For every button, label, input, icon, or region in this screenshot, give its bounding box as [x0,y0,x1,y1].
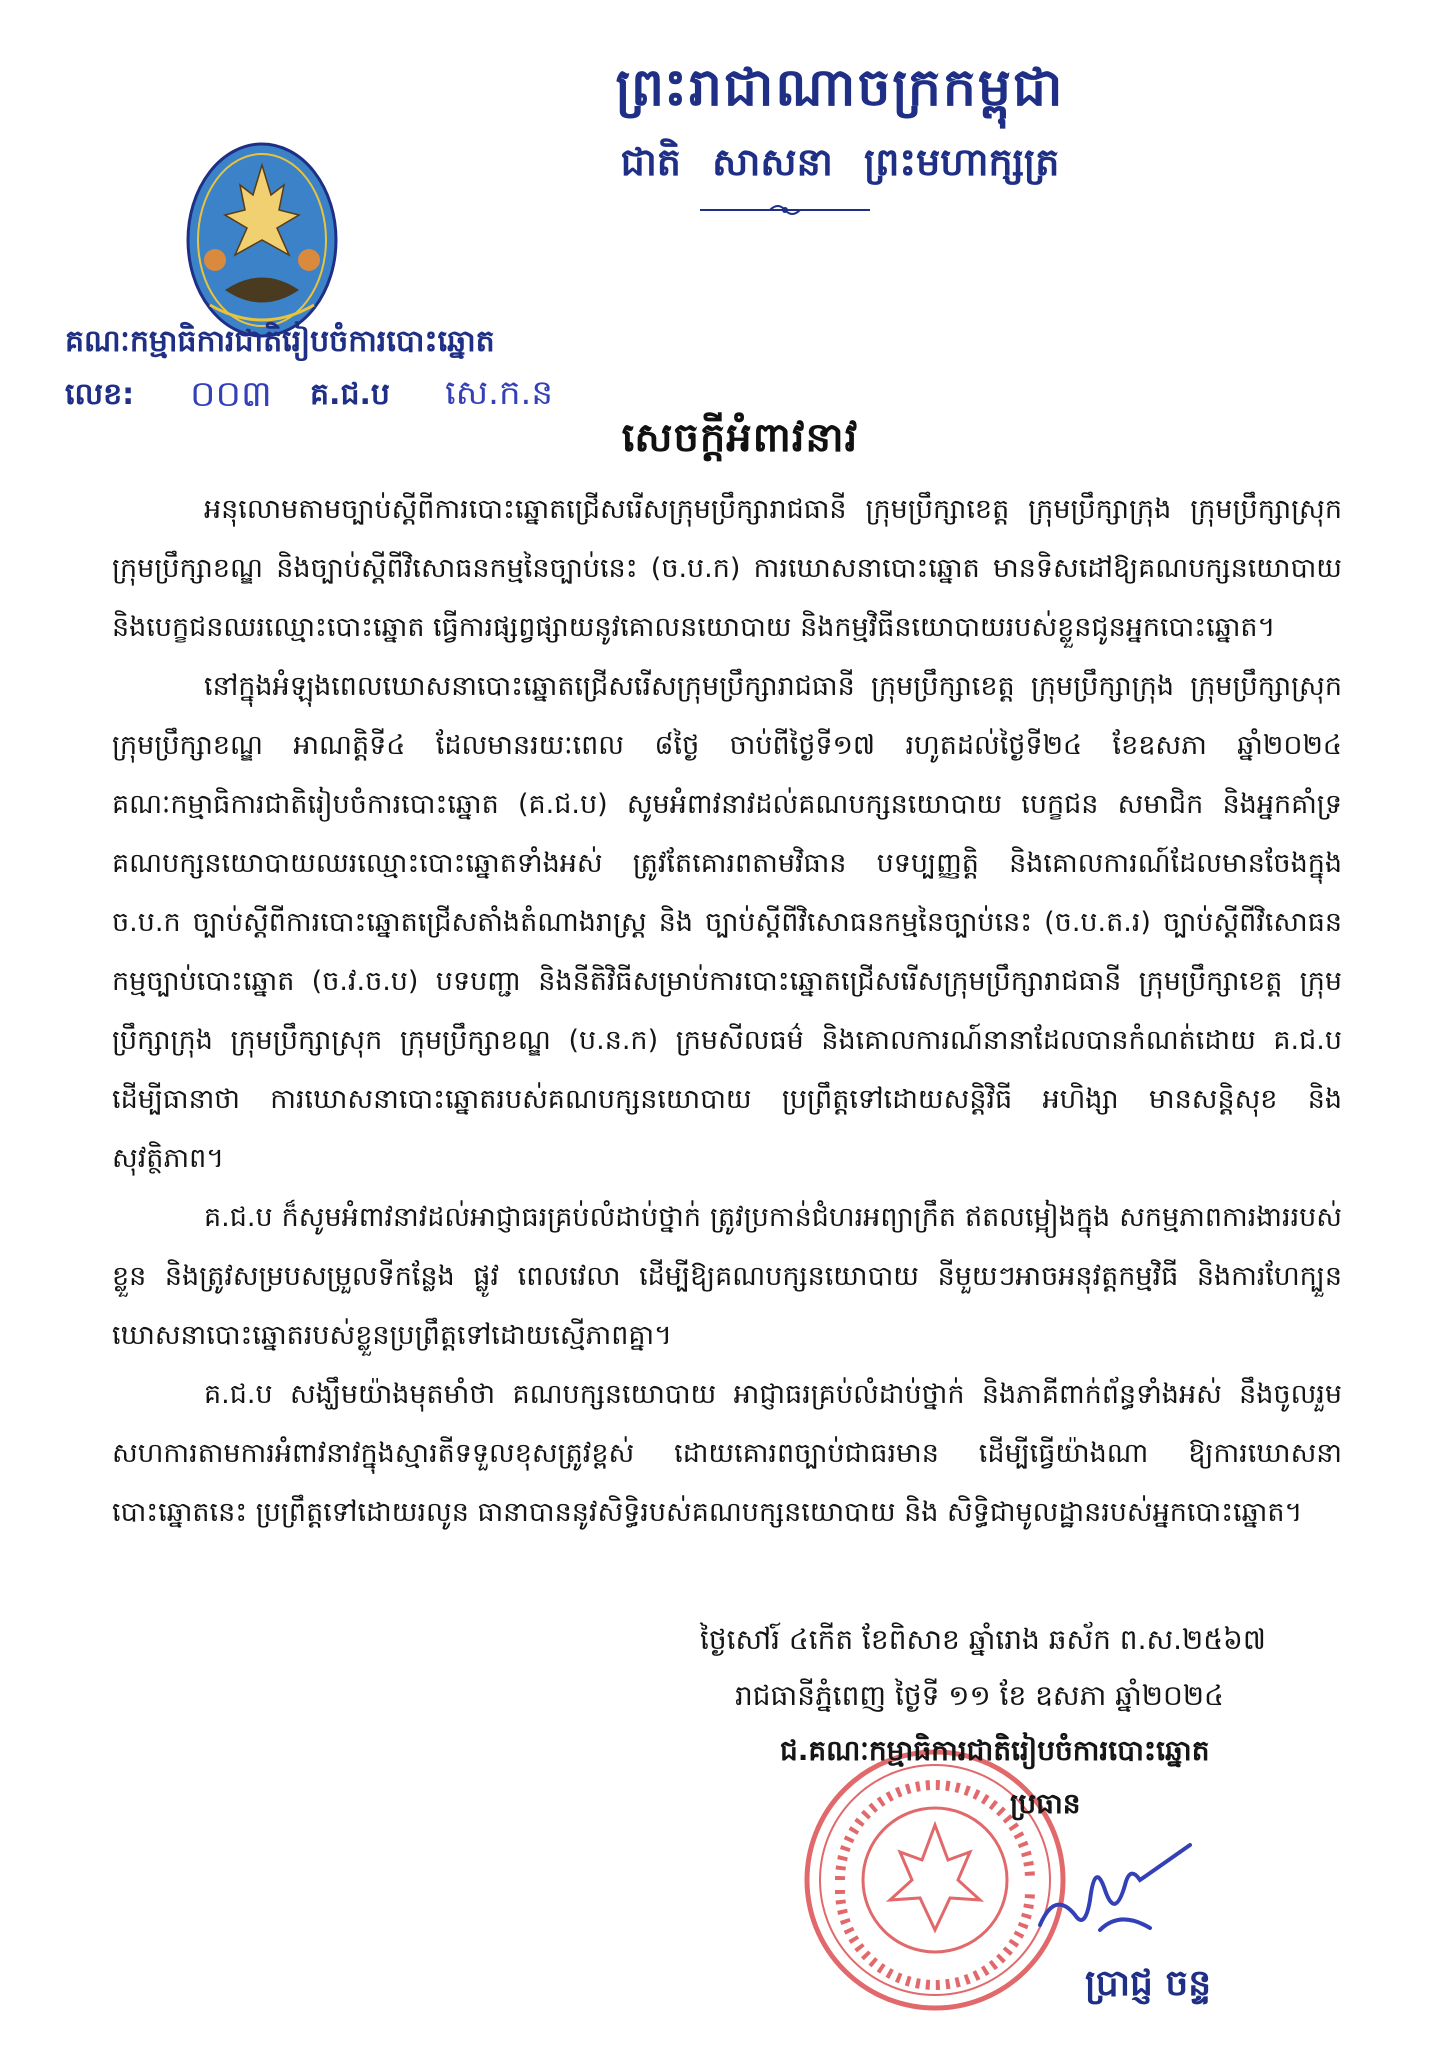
signatory-organization: ជ.គណៈកម្មាធិការជាតិរៀបចំការបោះឆ្នោត [780,1734,1210,1767]
ornament-divider [700,200,870,220]
handwritten-signature [1030,1830,1210,1950]
kingdom-title: ព្រះរាជាណាចក្រកម្ពុជា [615,57,1065,118]
reference-code: គ.ជ.ប [310,377,390,412]
paragraph: គ.ជ.ប សង្ឃឹមយ៉ាងមុតមាំថា គណបក្សនយោបាយ អាជ្ញាធរគ្រប់លំដាប់ថ្នាក់ និងភាគីពាក់ព័ន្ធទាំងអស់ នឹងចូលរួមសហការតាមការអំពាវនាវក្នុងស្មារតីទទួលខុសត្រូវខ្ពស់ ដោយគោរពច្បាប់ជាធរមាន ដើម្បីធ្វើយ៉ាងណា ឱ្យការឃោសនាបោះឆ្នោតនេះ ប្រព្រឹត្តទៅដោយរលូន ធានាបាននូវសិទ្ធិរបស់គណបក្សនយោបាយ និង សិទ្ធិជាមូលដ្ឋានរបស់អ្នកបោះឆ្នោត។ [112,1379,1342,1528]
national-motto: ជាតិ សាសនា ព្រះមហាក្សត្រ [620,139,1060,184]
paragraph: គ.ជ.ប ក៏សូមអំពាវនាវដល់អាជ្ញាធរគ្រប់លំដាប់ថ្នាក់ ត្រូវប្រកាន់ជំហរអព្យាក្រឹត ឥតលម្អៀងក្នុង សកម្មភាពការងាររបស់ខ្លួន និងត្រូវសម្របសម្រួលទីកន្លែង ផ្លូវ ពេលវេលា ដើម្បីឱ្យគណបក្សនយោបាយ នីមួយៗអាចអនុវត្តកម្មវិធី និងការហែក្បួនឃោសនាបោះឆ្នោតរបស់ខ្លួនប្រព្រឹត្តទៅដោយស្មើភាពគ្នា។ [112,1202,1342,1351]
solar-date: រាជធានីភ្នំពេញ ថ្ងៃទី ១១ ខែ ឧសភា ឆ្នាំ២០២៤ [735,1679,1224,1712]
reference-label: លេខ: [65,377,135,412]
signatory-name: ប្រាជ្ញ ចន្ទ [1085,1963,1212,2004]
paragraph: នៅក្នុងអំឡុងពេលឃោសនាបោះឆ្នោតជ្រើសរើសក្រុមប្រឹក្សារាជធានី ក្រុមប្រឹក្សាខេត្ត ក្រុមប្រឹក្សាក្រុង ក្រុមប្រឹក្សាស្រុក ក្រុមប្រឹក្សាខណ្ឌ អាណត្តិទី៤ ដែលមានរយៈពេល ៨ថ្ងៃ ចាប់ពីថ្ងៃទី១៧ រហូតដល់ថ្ងៃទី២៤ ខែឧសភា ឆ្នាំ២០២៤ គណៈកម្មាធិការជាតិរៀបចំការបោះឆ្នោត (គ.ជ.ប) សូមអំពាវនាវដល់គណបក្សនយោបាយ បេក្ខជន សមាជិក និងអ្នកគាំទ្រគណបក្សនយោបាយឈរឈ្មោះបោះឆ្នោតទាំងអស់ ត្រូវតែគោរពតាមវិធាន បទប្បញ្ញត្តិ និងគោលការណ៍ដែលមានចែងក្នុង ច.ប.ក ច្បាប់ស្តីពីការបោះឆ្នោតជ្រើសតាំងតំណាងរាស្ត្រ និង ច្បាប់ស្តីពីវិសោធនកម្មនៃច្បាប់នេះ (ច.ប.ត.រ) ច្បាប់ស្តីពីវិសោធនកម្មច្បាប់បោះឆ្នោត (ច.វ.ច.ប) បទបញ្ជា និងនីតិវិធីសម្រាប់ការបោះឆ្នោតជ្រើសរើសក្រុមប្រឹក្សារាជធានី ក្រុមប្រឹក្សាខេត្ត ក្រុមប្រឹក្សាក្រុង ក្រុមប្រឹក្សាស្រុក ក្រុមប្រឹក្សាខណ្ឌ (ប.ន.ក) ក្រមសីលធម៌ និងគោលការណ៍នានាដែលបានកំណត់ដោយ គ.ជ.ប ដើម្បីធានាថា ការឃោសនាបោះឆ្នោតរបស់គណបក្សនយោបាយ ប្រព្រឹត្តទៅដោយសន្តិវិធី អហិង្សា មានសន្តិសុខ និង សុវត្ថិភាព។ [112,671,1342,1174]
paragraph: អនុលោមតាមច្បាប់ស្តីពីការបោះឆ្នោតជ្រើសរើសក្រុមប្រឹក្សារាជធានី ក្រុមប្រឹក្សាខេត្ត ក្រុមប្រឹក្សាក្រុង ក្រុមប្រឹក្សាស្រុក ក្រុមប្រឹក្សាខណ្ឌ និងច្បាប់ស្តីពីវិសោធនកម្មនៃច្បាប់នេះ (ច.ប.ក) ការឃោសនាបោះឆ្នោត មានទិសដៅឱ្យគណបក្សនយោបាយ និងបេក្ខជនឈរឈ្មោះបោះឆ្នោត ធ្វើការផ្សព្វផ្សាយនូវគោលនយោបាយ និងកម្មវិធីនយោបាយរបស់ខ្លួនជូនអ្នកបោះឆ្នោត។ [112,494,1342,643]
issuing-committee: គណៈកម្មាធិការជាតិរៀបចំការបោះឆ្នោត [65,324,495,359]
election-committee-emblem [185,140,340,340]
reference-number: ០០៣ [190,374,272,415]
signatory-role: ប្រធាន [1010,1787,1081,1820]
document-title: សេចក្តីអំពាវនាវ [621,415,859,461]
document-body [112,480,1342,1542]
lunar-date: ថ្ងៃសៅរ៍ ៤កើត ខែពិសាខ ឆ្នាំរោង ឆស័ក ព.ស.២៥៦៧ [700,1623,1266,1656]
reference-suffix: សេ.ក.ន [445,373,553,413]
